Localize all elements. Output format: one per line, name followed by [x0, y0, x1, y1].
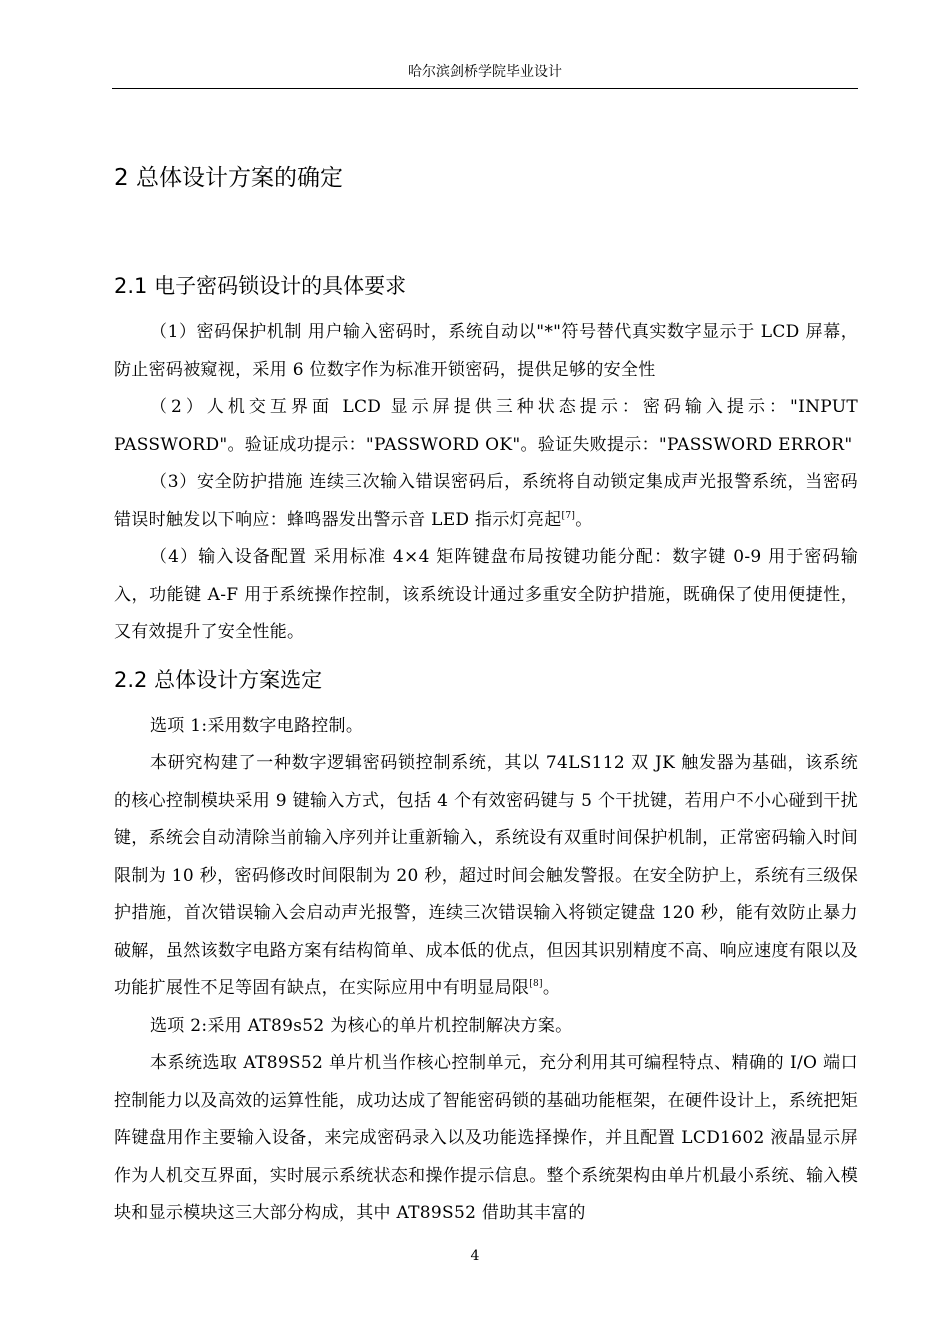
section-title-2-2: 2.2 总体设计方案选定: [114, 667, 323, 692]
option-2-description: 本系统选取 AT89S52 单片机当作核心控制单元，充分利用其可编程特点、精确的 I/O 端口控制能力以及高效的运算性能，成功达成了智能密码锁的基础功能框架，在硬件设计上，系统把矩阵键盘用作主要输入设备，来完成密码录入以及功能选择操作，并且配置 LCD1602 液晶显示屏作为人机交互界面，实时展示系统状态和操作提示信息。整个系统架构由单片机最小系统、输入模块和显示模块这三大部分构成，其中 AT89S52 借助其丰富的: [114, 1053, 858, 1223]
page-content: [114, 148, 858, 1233]
option-1-description: 本研究构建了一种数字逻辑密码锁控制系统，其以 74LS112 双 JK 触发器为基础，该系统的核心控制模块采用 9 键输入方式，包括 4 个有效密码键与 5 个干扰键，若用户不小心碰到干扰键，系统会自动清除当前输入序列并让重新输入，系统设有双重时间保护机制，正常密码输入时间限制为 10 秒，密码修改时间限制为 20 秒，超过时间会触发警报。在安全防护上，系统有三级保护措施，首次错误输入会启动声光报警，连续三次错误输入将锁定键盘 120 秒，能有效防止暴力破解，虽然该数字电路方案有结构简单、成本低的优点，但因其识别精度不高、响应速度有限以及功能扩展性不足等固有缺点，在实际应用中有明显局限[8]。: [114, 753, 858, 998]
requirement-hmi: （2）人机交互界面 LCD 显示屏提供三种状态提示：密码输入提示："INPUT PASSWORD"。验证成功提示："PASSWORD OK"。验证失败提示："PASSWORD ERROR": [114, 397, 858, 455]
option-1-heading: 选项 1:采用数字电路控制。: [150, 715, 364, 736]
page-number: 4: [470, 1248, 480, 1264]
page-header: [112, 60, 858, 89]
header-title: 哈尔滨剑桥学院毕业设计: [408, 64, 562, 80]
citation-ref: [7]: [561, 510, 576, 521]
chapter-title: 2 总体设计方案的确定: [114, 165, 343, 191]
requirement-input-device: （4）输入设备配置 采用标准 4×4 矩阵键盘布局按键功能分配：数字键 0-9 用于密码输入，功能键 A-F 用于系统操作控制，该系统设计通过多重安全防护措施，既确保了使用便捷性，又有效提升了安全性能。: [114, 547, 858, 642]
requirement-security-measures: （3）安全防护措施 连续三次输入错误密码后，系统将自动锁定集成声光报警系统，当密码错误时触发以下响应：蜂鸣器发出警示音 LED 指示灯亮起[7]。: [114, 472, 858, 530]
requirement-password-protection: （1）密码保护机制 用户输入密码时，系统自动以"*"符号替代真实数字显示于 LCD 屏幕，防止密码被窥视，采用 6 位数字作为标准开锁密码，提供足够的安全性: [114, 322, 858, 380]
option-2-heading: 选项 2:采用 AT89s52 为核心的单片机控制解决方案。: [150, 1015, 573, 1036]
citation-ref: [8]: [529, 979, 543, 989]
section-title-2-1: 2.1 电子密码锁设计的具体要求: [114, 274, 407, 298]
